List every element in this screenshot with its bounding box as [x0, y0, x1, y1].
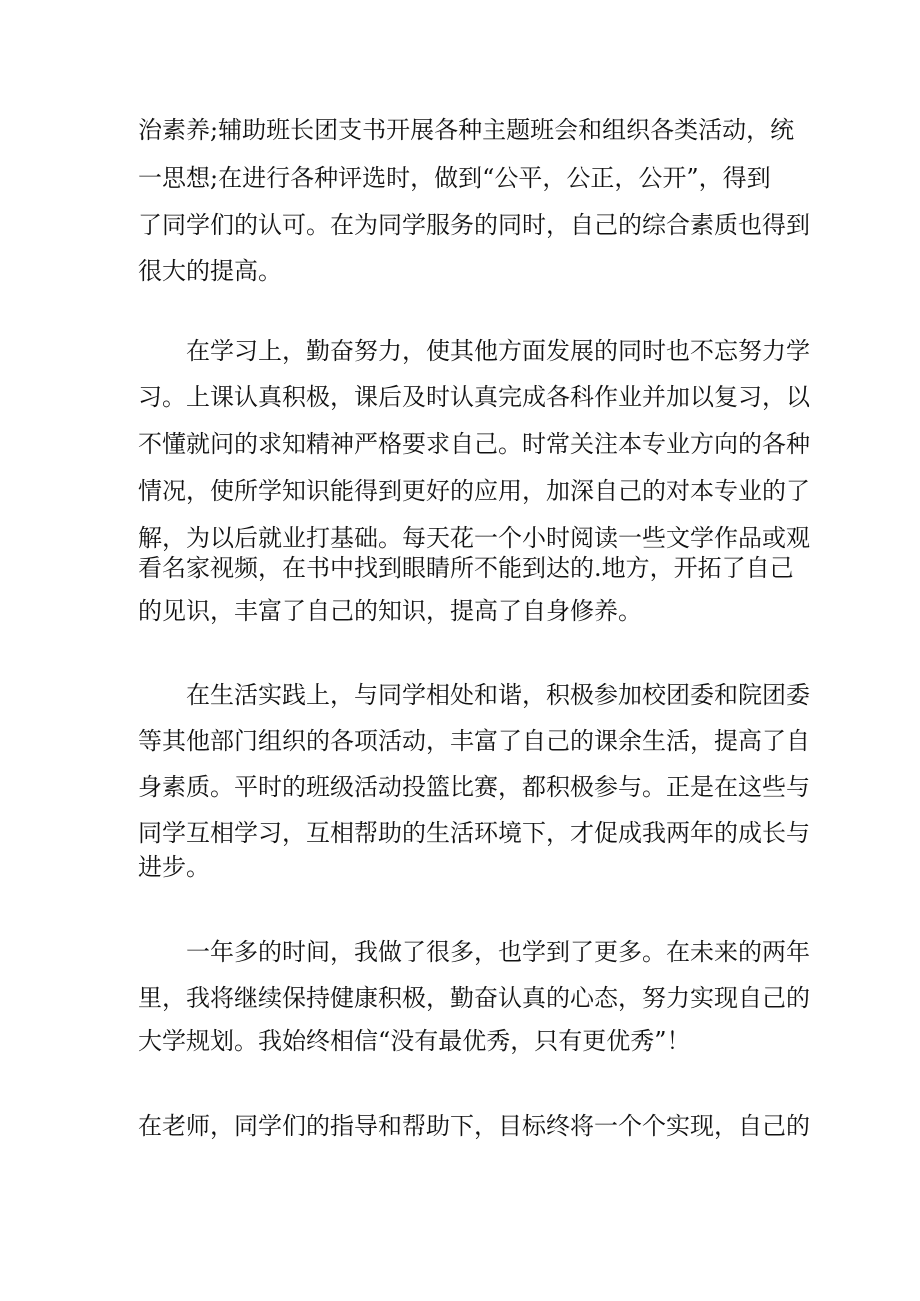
paragraph-3-line-3: 身素质。平时的班级活动投篮比赛，都积极参与。正是在这些与: [138, 773, 810, 801]
paragraph-2-line-4: 情况，使所学知识能得到更好的应用，加深自己的对本专业的了: [138, 477, 810, 505]
paragraph-3-line-2: 等其他部门组织的各项活动，丰富了自己的课余生活，提高了自: [138, 727, 810, 755]
paragraph-3-line-5: 进步。: [138, 853, 210, 881]
paragraph-4-line-2: 里，我将继续保持健康积极，勤奋认真的心态，努力实现自己的: [138, 984, 810, 1012]
paragraph-4-line-1: 一年多的时间，我做了很多，也学到了更多。在未来的两年: [186, 938, 810, 966]
paragraph-1-line-1: 治素养;辅助班长团支书开展各种主题班会和组织各类活动，统: [138, 116, 795, 144]
paragraph-1-line-3: 了同学们的认可。在为同学服务的同时，自己的综合素质也得到: [138, 211, 810, 239]
paragraph-2-line-3: 不懂就问的求知精神严格要求自己。时常关注本专业方向的各种: [138, 430, 810, 458]
paragraph-5-line-1: 在老师，同学们的指导和帮助下，目标终将一个个实现，自己的: [138, 1112, 810, 1140]
paragraph-3-line-4: 同学互相学习，互相帮助的生活环境下，才促成我两年的成长与: [138, 819, 810, 847]
paragraph-2-line-5: 解，为以后就业打基础。每天花一个小时阅读一些文学作品或观: [138, 524, 810, 552]
paragraph-2-line-6: 看名家视频，在书中找到眼睛所不能到达的.地方，开拓了自己: [138, 554, 794, 582]
paragraph-1-line-2: 一思想;在进行各种评选时，做到“公平，公正，公开”，得到: [138, 164, 771, 192]
paragraph-2-line-1: 在学习上，勤奋努力，使其他方面发展的同时也不忘努力学: [186, 337, 810, 365]
paragraph-2-line-2: 习。上课认真积极，课后及时认真完成各科作业并加以复习，以: [138, 383, 810, 411]
paragraph-2-line-7: 的见识，丰富了自己的知识，提高了自身修养。: [138, 597, 642, 625]
paragraph-4-line-3: 大学规划。我始终相信“没有最优秀，只有更优秀”！: [138, 1027, 691, 1055]
paragraph-3-line-1: 在生活实践上，与同学相处和谐，积极参加校团委和院团委: [186, 681, 810, 709]
paragraph-1-line-4: 很大的提高。: [138, 257, 282, 285]
